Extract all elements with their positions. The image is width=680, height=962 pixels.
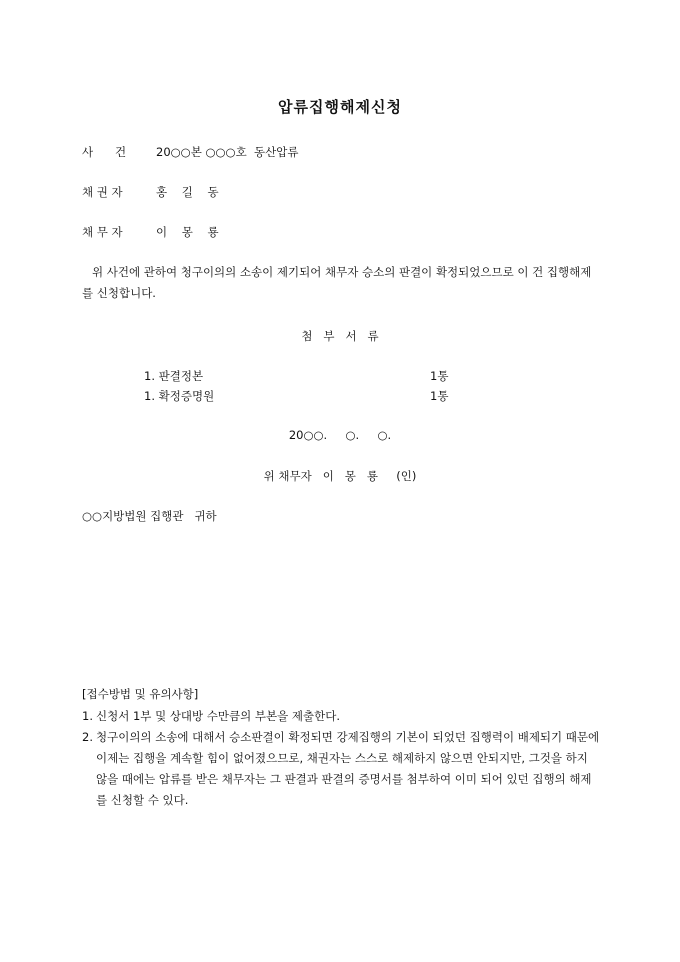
debtor-value: 이 몽 룡 — [156, 225, 219, 239]
notes-list — [82, 706, 600, 811]
note-text: 신청서 1부 및 상대방 수만큼의 부본을 제출한다. — [96, 709, 340, 723]
creditor-row — [82, 184, 219, 200]
document-title: 압류집행해제신청 — [278, 98, 402, 116]
addressee: ○○지방법원 집행관 귀하 — [82, 509, 217, 523]
attachment-name: 1. 판결정본 — [144, 369, 204, 383]
attachment-count: 1통 — [430, 389, 449, 403]
debtor-row — [82, 224, 219, 240]
attachment-item — [144, 368, 203, 384]
case-row — [82, 144, 298, 160]
note-number: 2. — [82, 730, 93, 744]
note-item — [82, 706, 600, 727]
creditor-value: 홍 길 동 — [156, 185, 219, 199]
attachment-item — [144, 388, 214, 404]
note-item — [82, 727, 600, 811]
note-number: 1. — [82, 709, 93, 723]
creditor-label: 채 권 자 — [82, 185, 123, 199]
note-text: 청구이의의 소송에 대해서 승소판결이 확정되면 강제집행의 기본이 되었던 집행력이 배제되기 때문에 이제는 집행을 계속할 힘이 없어졌으므로, 채권자는 스스로 해제하지 않으면 안되지만, 그것을 하지 않을 때에는 압류를 받은 채무자는 그 판결과 판결의 증명서를 첨부하여 이미 되어 있던 집행의 해제를 신청할 수 있다. — [96, 730, 600, 807]
notes-heading: [접수방법 및 유의사항] — [82, 687, 199, 701]
attachment-count: 1통 — [430, 369, 449, 383]
signature-line: 위 채무자 이 몽 룡 (인) — [263, 469, 417, 483]
attachments-heading: 첨 부 서 류 — [301, 329, 379, 343]
case-value: 20○○본 ○○○호 동산압류 — [156, 145, 299, 159]
debtor-label: 채 무 자 — [82, 225, 123, 239]
case-label: 사 건 — [82, 145, 127, 159]
body-paragraph: 위 사건에 관하여 청구이의의 소송이 제기되어 채무자 승소의 판결이 확정되었으므로 이 건 집행해제를 신청합니다. — [82, 265, 592, 300]
attachment-name: 1. 확정증명원 — [144, 389, 215, 403]
document-date: 20○○. ○. ○. — [288, 428, 392, 442]
